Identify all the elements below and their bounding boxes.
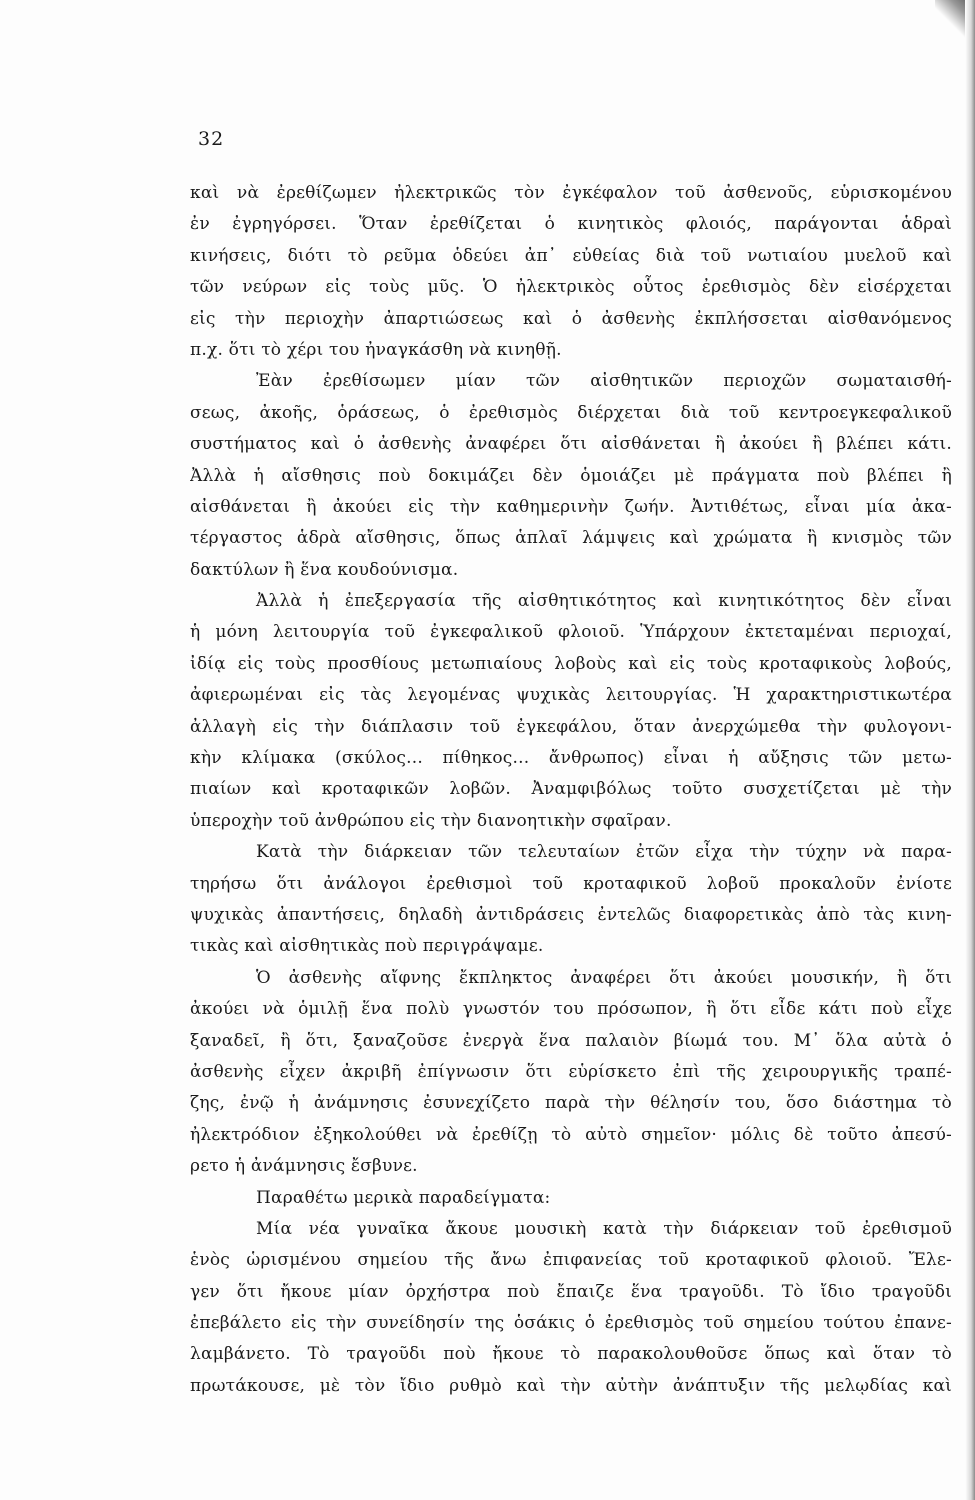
text-line: τικὰς καὶ αἰσθητικὰς ποὺ περιγράψαμε.: [190, 936, 544, 957]
text-line: π.χ. ὅτι τὸ χέρι του ἠναγκάσθη νὰ κινηθῇ.: [190, 339, 562, 360]
text-line: ἀκούει νὰ ὁμιλῇ ἕνα πολὺ γνωστόν του πρόσωπον, ἢ ὅτι εἶδε κάτι ποὺ εἶχε: [190, 999, 952, 1020]
text-line: ἀλλαγὴ εἰς τὴν διάπλασιν τοῦ ἐγκεφάλου, ὅταν ἀνερχώμεθα τὴν φυλογονι-: [190, 716, 952, 737]
text-line: κὴν κλίμακα (σκύλος... πίθηκος... ἄνθρωπος) εἶναι ἡ αὔξησις τῶν μετω-: [190, 748, 952, 769]
text-line: ἑνὸς ὡρισμένου σημείου τῆς ἄνω ἐπιφανείας τοῦ κροταφικοῦ φλοιοῦ. Ἔλε-: [190, 1250, 952, 1271]
text-line: ὑπεροχὴν τοῦ ἀνθρώπου εἰς τὴν διανοητικὴν σφαῖραν.: [190, 810, 672, 831]
text-line: πρωτάκουσε, μὲ τὸν ἴδιο ρυθμὸ καὶ τὴν αὐτὴν ἀνάπτυξιν τῆς μελῳδίας καὶ: [190, 1375, 952, 1396]
page-number: 32: [198, 128, 225, 150]
text-line: κινήσεις, διότι τὸ ρεῦμα ὁδεύει ἀπ᾽ εὐθείας διὰ τοῦ νωτιαίου μυελοῦ καὶ: [190, 245, 952, 266]
text-line: ξαναδεῖ, ἢ ὅτι, ξαναζοῦσε ἐνεργὰ ἕνα παλαιὸν βίωμά του. Μ᾽ ὅλα αὐτὰ ὁ: [190, 1030, 952, 1051]
text-line: τηρήσω ὅτι ἀνάλογοι ἐρεθισμοὶ τοῦ κροταφικοῦ λοβοῦ προκαλοῦν ἐνίοτε: [190, 873, 952, 894]
text-line: καὶ νὰ ἐρεθίζωμεν ἠλεκτρικῶς τὸν ἐγκέφαλον τοῦ ἀσθενοῦς, εὑρισκομένου: [190, 183, 952, 203]
text-line: τέργαστος ἁδρὰ αἴσθησις, ὅπως ἁπλαῖ λάμψεις καὶ χρώματα ἢ κνισμὸς τῶν: [190, 528, 952, 549]
text-line: ψυχικὰς ἀπαντήσεις, δηλαδὴ ἀντιδράσεις ἐντελῶς διαφορετικὰς ἀπὸ τὰς κινη-: [190, 904, 952, 925]
text-line: Ὁ ἀσθενὴς αἴφνης ἔκπληκτος ἀναφέρει ὅτι ἀκούει μουσικήν, ἢ ὅτι: [256, 967, 952, 988]
text-line: ἀσθενὴς εἶχεν ἀκριβῆ ἐπίγνωσιν ὅτι εὑρίσκετο ἐπὶ τῆς χειρουργικῆς τραπέ-: [190, 1061, 952, 1082]
text-line: ἡ μόνη λειτουργία τοῦ ἐγκεφαλικοῦ φλοιοῦ. Ὑπάρχουν ἐκτεταμέναι περιοχαί,: [190, 622, 952, 643]
text-line: λαμβάνετο. Τὸ τραγοῦδι ποὺ ἤκουε τὸ παρακολουθοῦσε ὅπως καὶ ὅταν τὸ: [190, 1344, 952, 1365]
text-line: αἰσθάνεται ἢ ἀκούει εἰς τὴν καθημερινὴν ζωήν. Ἀντιθέτως, εἶναι μία ἀκα-: [190, 496, 952, 517]
text-line: ζης, ἐνῷ ἡ ἀνάμνησις ἐσυνεχίζετο παρὰ τὴν θέλησίν του, ὅσο διάστημα τὸ: [190, 1093, 952, 1114]
text-line: ἰδίᾳ εἰς τοὺς προσθίους μετωπιαίους λοβοὺς καὶ εἰς τοὺς κροταφικοὺς λοβούς,: [190, 653, 952, 674]
text-line: ἐπεβάλετο εἰς τὴν συνείδησίν της ὁσάκις ὁ ἐρεθισμὸς τοῦ σημείου τούτου ἐπανε-: [190, 1313, 952, 1334]
text-line: Ἐὰν ἐρεθίσωμεν μίαν τῶν αἰσθητικῶν περιοχῶν σωματαισθή-: [256, 371, 952, 392]
text-line: Ἀλλὰ ἡ ἐπεξεργασία τῆς αἰσθητικότητος καὶ κινητικότητος δὲν εἶναι: [256, 591, 952, 612]
text-line: δακτύλων ἢ ἕνα κουδούνισμα.: [190, 559, 459, 580]
text-line: ἐν ἐγρηγόρσει. Ὅταν ἐρεθίζεται ὁ κινητικὸς φλοιός, παράγονται ἁδραὶ: [190, 214, 952, 235]
text-line: πιαίων καὶ κροταφικῶν λοβῶν. Ἀναμφιβόλως τοῦτο συσχετίζεται μὲ τὴν: [190, 779, 952, 800]
text-line: Μία νέα γυναῖκα ἄκουε μουσικὴ κατὰ τὴν διάρκειαν τοῦ ἐρεθισμοῦ: [256, 1218, 952, 1239]
page-edge-shadow: [965, 0, 975, 1500]
text-line: Παραθέτω μερικὰ παραδείγματα:: [256, 1187, 551, 1208]
text-line: Ἀλλὰ ἡ αἴσθησις ποὺ δοκιμάζει δὲν ὁμοιάζει μὲ πράγματα ποὺ βλέπει ἢ: [190, 465, 952, 486]
text-line: τῶν νεύρων εἰς τοὺς μῦς. Ὁ ἠλεκτρικὸς οὗτος ἐρεθισμὸς δὲν εἰσέρχεται: [190, 277, 952, 298]
text-line: Κατὰ τὴν διάρκειαν τῶν τελευταίων ἐτῶν εἶχα τὴν τύχην νὰ παρα-: [256, 842, 952, 863]
text-line: εἰς τὴν περιοχὴν ἀπαρτιώσεως καὶ ὁ ἀσθενὴς ἐκπλήσσεται αἰσθανόμενος: [190, 308, 952, 329]
body-text: [190, 178, 952, 1402]
text-line: σεως, ἀκοῆς, ὁράσεως, ὁ ἐρεθισμὸς διέρχεται διὰ τοῦ κεντροεγκεφαλικοῦ: [190, 402, 952, 423]
text-line: ἠλεκτρόδιον ἐξηκολούθει νὰ ἐρεθίζῃ τὸ αὐτὸ σημεῖον· μόλις δὲ τοῦτο ἀπεσύ-: [190, 1124, 952, 1145]
text-line: ρετο ἡ ἀνάμνησις ἔσβυνε.: [190, 1156, 418, 1177]
text-line: ἀφιερωμέναι εἰς τὰς λεγομένας ψυχικὰς λειτουργίας. Ἡ χαρακτηριστικωτέρα: [190, 685, 952, 706]
text-line: συστήματος καὶ ὁ ἀσθενὴς ἀναφέρει ὅτι αἰσθάνεται ἢ ἀκούει ἢ βλέπει κάτι.: [190, 434, 952, 455]
text-line: γεν ὅτι ἤκουε μίαν ὀρχήστρα ποὺ ἔπαιζε ἕνα τραγοῦδι. Τὸ ἴδιο τραγοῦδι: [190, 1281, 952, 1302]
